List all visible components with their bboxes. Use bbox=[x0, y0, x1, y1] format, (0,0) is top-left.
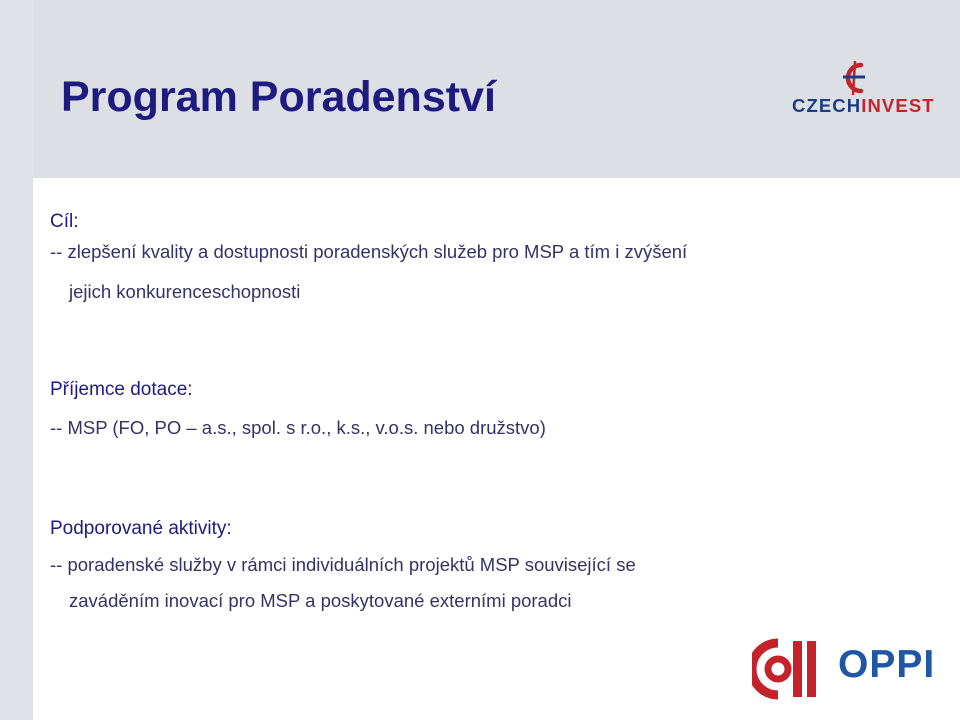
body-text-line: jejich konkurenceschopnosti bbox=[69, 281, 301, 302]
czechinvest-wordmark-czech: CZECH bbox=[792, 95, 862, 116]
oppi-mark-icon bbox=[752, 637, 832, 701]
oppi-logo bbox=[752, 637, 942, 701]
section-recipient bbox=[50, 377, 546, 438]
czechinvest-wordmark bbox=[792, 97, 935, 116]
section-heading: Cíl: bbox=[50, 211, 79, 232]
czechinvest-mark-icon bbox=[834, 58, 870, 98]
oppi-wordmark: OPPI bbox=[838, 643, 936, 686]
section-heading: Příjemce dotace: bbox=[50, 379, 193, 400]
section-goal bbox=[50, 209, 688, 302]
section-activities bbox=[50, 516, 636, 611]
body-text-line: zaváděním inovací pro MSP a poskytované externími poradci bbox=[69, 590, 572, 611]
body-text-line: -- poradenské služby v rámci individuálních projektů MSP související se bbox=[50, 554, 636, 575]
slide-title: Program Poradenství bbox=[61, 73, 496, 121]
czechinvest-logo bbox=[788, 58, 938, 126]
body-text-line: -- MSP (FO, PO – a.s., spol. s r.o., k.s., v.o.s. nebo družstvo) bbox=[50, 417, 546, 438]
czechinvest-wordmark-invest: INVEST bbox=[861, 95, 935, 116]
left-side-bar bbox=[0, 0, 33, 720]
section-heading: Podporované aktivity: bbox=[50, 518, 232, 539]
body-text-line: -- zlepšení kvality a dostupnosti poradenských služeb pro MSP a tím i zvýšení bbox=[50, 241, 688, 262]
